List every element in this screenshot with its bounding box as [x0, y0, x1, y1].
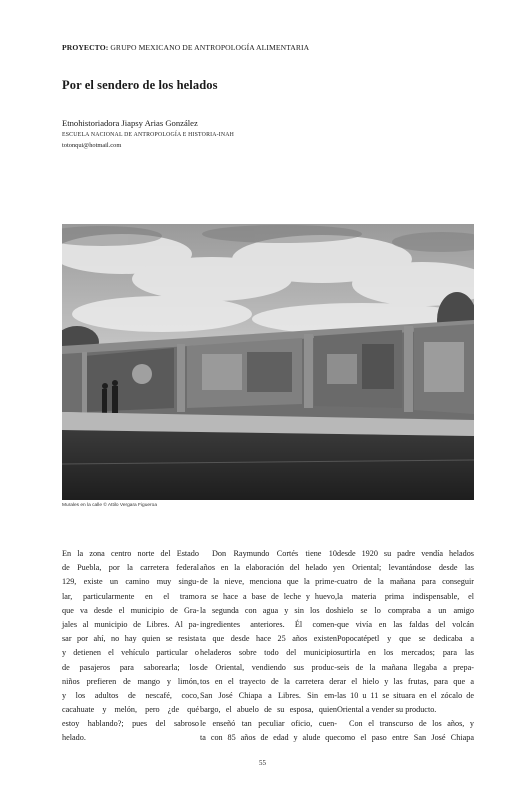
project-name: GRUPO MEXICANO DE ANTROPOLOGÍA ALIMENTARIA [110, 43, 310, 52]
body-column-1 [62, 547, 199, 746]
body-line: Con el transcurso de los años, y [349, 719, 474, 729]
body-line: Don Raymundo Cortés tiene 10 [212, 549, 337, 558]
body-line: en Oriental; levantándose desde las [337, 563, 474, 573]
body-line: niños prefieren de mango y limón, [62, 676, 199, 686]
body-line: estoy hablando?; pues del sabroso [62, 719, 199, 729]
photo-road [62, 430, 474, 500]
body-line: lar, particularmente en el tramo [62, 591, 199, 601]
project-header [62, 43, 309, 52]
body-line: años en la elaboración del helado y [200, 563, 337, 573]
author-email: totonqui@hotmail.com [62, 142, 122, 149]
body-line: surtirla en los mercados; para las [337, 648, 474, 658]
body-line: como el paso entre San José Chiapa [337, 733, 474, 743]
body-line: de Oriental, vendiendo sus produc- [200, 662, 337, 672]
body-line: Oriental a vender su producto. [337, 705, 437, 715]
body-line: rar el hielo y las frutas, para que a [337, 676, 474, 686]
body-line: tos en el trayecto de la carretera de [200, 676, 337, 686]
body-line: San José Chiapa a Libres. Sin em- [200, 690, 337, 700]
body-line: de pasajeros para saborearla; los [62, 662, 199, 672]
page-number: 55 [259, 759, 266, 767]
photo-caption: Murales en la calle © Attilo Vergara Figueroa [62, 503, 157, 508]
body-line: desde 1920 su padre vendía helados [337, 549, 474, 558]
body-line: que vivía en las faldas del volcán [337, 619, 474, 629]
body-line: la materia prima indispensable, el [337, 591, 474, 601]
body-line: cacahuate y melón, pero ¿de qué [62, 705, 199, 715]
body-line: hielo se lo compraba a un amigo [337, 605, 474, 615]
body-line: ra se hace a base de leche y huevo, [200, 591, 337, 601]
body-line: Popocatépetl y que se dedicaba a [337, 634, 474, 644]
body-line: bargo, el abuelo de su esposa, quien [200, 705, 337, 715]
body-line: ta que desde hace 25 años existen [200, 634, 337, 644]
body-line: y los adultos de nescafé, coco, [62, 690, 199, 700]
body-line: ta con 85 años de edad y alude que [200, 733, 337, 743]
body-line: ingredientes anteriores. Él comen- [200, 619, 337, 629]
body-line: seis de la mañana llegaba a prepa- [337, 662, 474, 672]
body-line: cuatro de la mañana para conseguir [337, 577, 474, 587]
body-line: la segunda con agua y sin los dos [200, 605, 337, 615]
body-line: jales al municipio de Libres. Al pa- [62, 619, 199, 629]
project-label: PROYECTO: [62, 43, 109, 52]
body-line: las 10 u 11 se situara en el zócalo de [337, 690, 474, 700]
body-line: y detienen el vehículo particular o [62, 648, 199, 658]
body-line: heladeros sobre todo del municipio [200, 648, 337, 658]
body-line: sar por ahí, no hay quien se resista [62, 634, 199, 644]
body-line: de Puebla, por la carretera federal [62, 563, 199, 573]
body-line: helado. [62, 733, 86, 743]
body-line: 129, existe un camino muy singu- [62, 577, 199, 587]
body-line: En la zona centro norte del Estado [62, 549, 199, 558]
author-affiliation: ESCUELA NACIONAL DE ANTROPOLOGÍA E HISTORIA-INAH [62, 132, 235, 138]
mural-photo [62, 224, 474, 500]
body-line: le enseñó tan peculiar oficio, cuen- [200, 719, 337, 729]
body-line: de la nieve, menciona que la prime- [200, 577, 337, 587]
body-column-2 [200, 547, 337, 746]
author-name: Etnohistoriadora Jiapsy Arias González [62, 118, 198, 128]
body-line: que va desde el municipio de Gra- [62, 605, 199, 615]
article-title: Por el sendero de los helados [62, 78, 218, 92]
body-column-3 [337, 547, 474, 746]
